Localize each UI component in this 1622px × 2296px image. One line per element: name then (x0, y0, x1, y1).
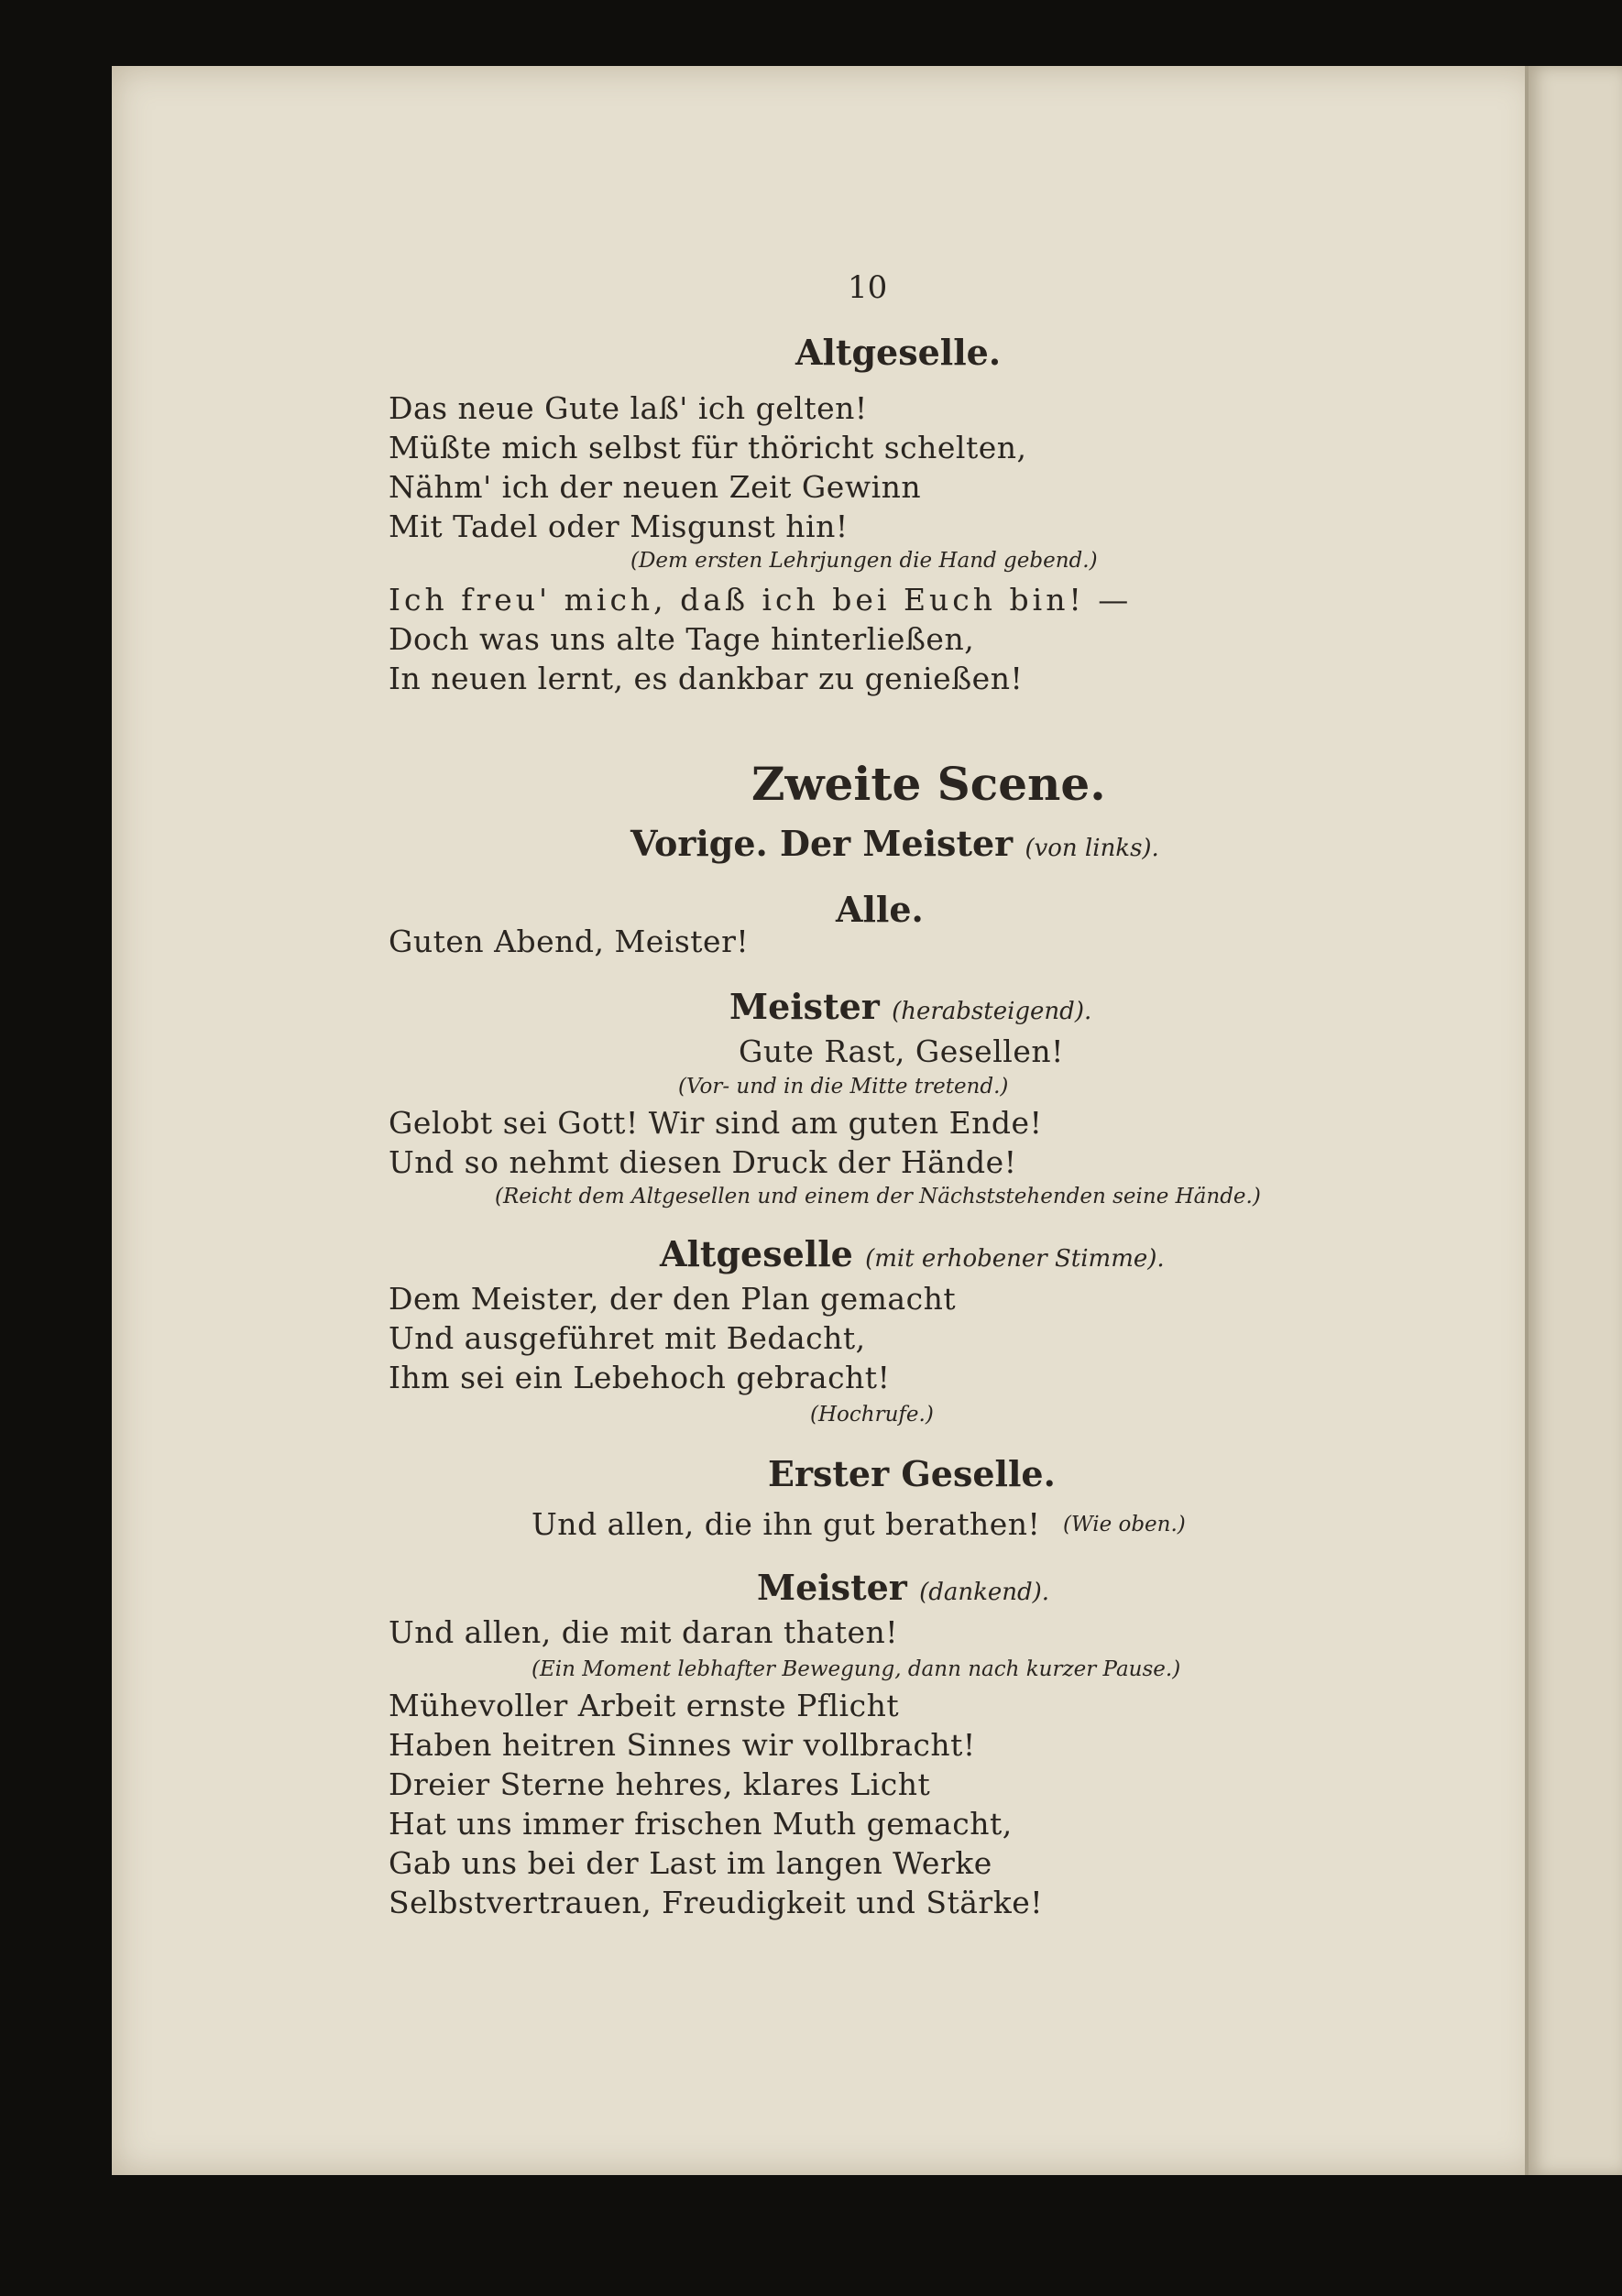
scene-title: Zweite Scene. (751, 757, 1106, 811)
speaker-note: (mit erhobener Stimme). (865, 1245, 1165, 1273)
verse-line: Ich freu' mich, daß ich bei Euch bin! — (389, 582, 1133, 618)
stage-direction: (Dem ersten Lehrjungen die Hand gebend.) (630, 549, 1098, 573)
stage-direction: (Vor- und in die Mitte tretend.) (678, 1075, 1009, 1099)
verse-line: Und so nehmt diesen Druck der Hände! (389, 1144, 1017, 1180)
speaker-altgeselle: Altgeselle. (795, 332, 1002, 373)
speaker-name: Meister (757, 1567, 907, 1608)
stage-direction: (Ein Moment lebhafter Bewegung, dann nach kurzer Pause.) (532, 1657, 1181, 1681)
speaker-name: Altgeselle (660, 1233, 853, 1274)
verse-line: Gute Rast, Gesellen! (739, 1033, 1064, 1069)
verse-line: Nähm' ich der neuen Zeit Gewinn (389, 469, 922, 505)
verse-line: Dem Meister, der den Plan gemacht (389, 1281, 957, 1317)
cast-names: Vorige. Der Meister (630, 823, 1014, 864)
verse-line: Guten Abend, Meister! (389, 924, 750, 959)
speaker-meister (729, 988, 1091, 1026)
stage-direction: (Reicht dem Altgesellen und einem der Nächststehenden seine Hände.) (495, 1185, 1261, 1208)
verse-line: Und ausgeführet mit Bedacht, (389, 1320, 866, 1356)
speaker-erster-geselle: Erster Geselle. (768, 1453, 1056, 1494)
speaker-note: (dankend). (919, 1579, 1050, 1606)
scene-cast (630, 825, 1159, 863)
verse-line: Mit Tadel oder Misgunst hin! (389, 508, 849, 544)
page-number: 10 (848, 269, 888, 306)
verse-line: Haben heitren Sinnes wir vollbracht! (389, 1727, 976, 1763)
verse-line: Gab uns bei der Last im langen Werke (389, 1845, 992, 1881)
right-page-edge (1529, 66, 1622, 2175)
speaker-alle: Alle. (836, 889, 924, 930)
verse-line: Müßte mich selbst für thöricht schelten, (389, 430, 1027, 465)
verse-line: Selbstvertrauen, Freudigkeit und Stärke! (389, 1885, 1043, 1920)
cast-note: (von links). (1025, 835, 1159, 862)
speaker-name: Meister (729, 986, 880, 1027)
verse-line: In neuen lernt, es dankbar zu genießen! (389, 661, 1024, 696)
stage-direction: (Wie oben.) (1063, 1513, 1186, 1536)
verse-line: Mühevoller Arbeit ernste Pflicht (389, 1688, 900, 1723)
verse-line: Dreier Sterne hehres, klares Licht (389, 1766, 931, 1802)
speaker-note: (herabsteigend). (892, 998, 1092, 1025)
stage-direction: (Hochrufe.) (810, 1403, 934, 1427)
verse-line: Hat uns immer frischen Muth gemacht, (389, 1806, 1013, 1842)
verse-line: Ihm sei ein Lebehoch gebracht! (389, 1360, 891, 1395)
speaker-altgeselle (660, 1235, 1165, 1274)
verse-line: Das neue Gute laß' ich gelten! (389, 390, 868, 426)
speaker-meister (757, 1569, 1049, 1607)
verse-line: Doch was uns alte Tage hinterließen, (389, 621, 975, 657)
verse-line: Und allen, die ihn gut berathen! (532, 1506, 1041, 1542)
verse-line: Und allen, die mit daran thaten! (389, 1614, 899, 1650)
verse-line: Gelobt sei Gott! Wir sind am guten Ende! (389, 1105, 1043, 1141)
